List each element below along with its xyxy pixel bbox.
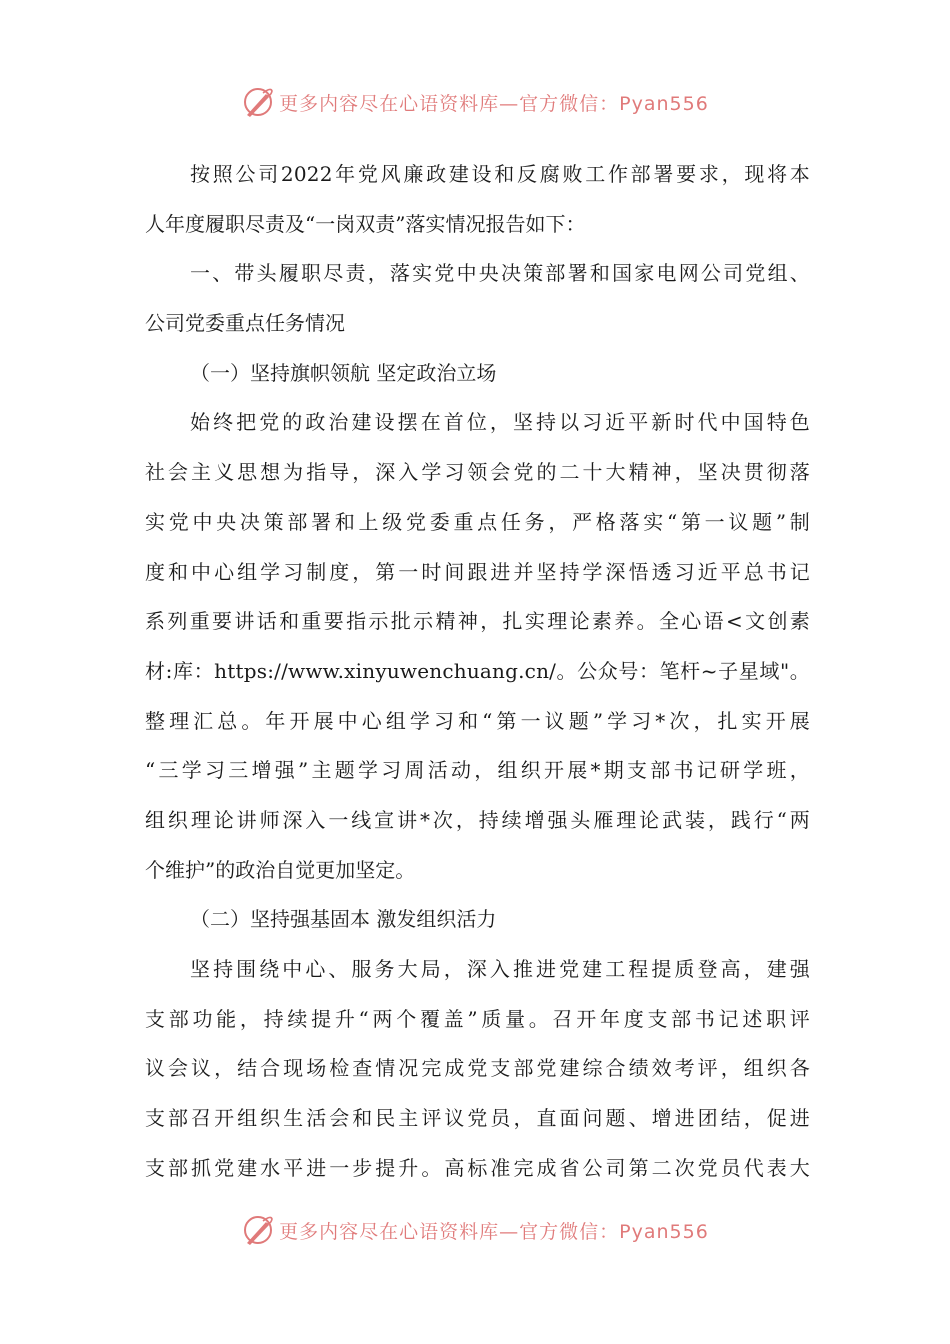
body-line: 社会主义思想为指导，深入学习领会党的二十大精神，坚决贯彻落 (145, 460, 810, 485)
body-line: 材:库：https://www.xinyuwenchuang.cn/。公众号：笔杆~子星域"。 (145, 658, 810, 683)
banner-text: 更多内容尽在心语资料库—官方微信：Pyan556 (279, 92, 709, 115)
subsection-heading: （一）坚持旗帜领航 坚定政治立场 (190, 360, 497, 385)
body-line: 始终把党的政治建设摆在首位，坚持以习近平新时代中国特色 (190, 410, 810, 435)
body-line: 支部抓党建水平进一步提升。高标准完成省公司第二次党员代表大 (145, 1155, 810, 1180)
body-line: 支部功能，持续提升“两个覆盖”质量。召开年度支部书记述职评 (145, 1006, 810, 1031)
section-heading: 公司党委重点任务情况 (145, 311, 345, 336)
body-line: 坚持围绕中心、服务大局，深入推进党建工程提质登高，建强 (190, 957, 810, 981)
body-line: 议会议，结合现场检查情况完成党支部党建综合绩效考评，组织各 (145, 1056, 810, 1081)
banner-text: 更多内容尽在心语资料库—官方微信：Pyan556 (279, 1220, 709, 1243)
header-watermark-banner (0, 82, 950, 122)
subsection-heading: （二）坚持强基固本 激发组织活力 (190, 907, 497, 932)
pen-quill-logo-icon (241, 1213, 275, 1247)
body-line: 组织理论讲师深入一线宣讲*次，持续增强头雁理论武装，践行“两 (145, 807, 810, 832)
body-line: “三学习三增强”主题学习周活动，组织开展*期支部书记研学班， (145, 758, 810, 783)
body-line: 系列重要讲话和重要指示批示精神，扎实理论素养。全心语<文创素 (145, 609, 810, 634)
body-line: 实党中央决策部署和上级党委重点任务，严格落实“第一议题”制 (145, 509, 810, 534)
pen-quill-logo-icon (241, 85, 275, 119)
document-body (145, 150, 810, 1193)
section-heading: 一、带头履职尽责，落实党中央决策部署和国家电网公司党组、 (190, 261, 810, 286)
body-line: 支部召开组织生活会和民主评议党员，直面问题、增进团结，促进 (145, 1106, 810, 1131)
body-line: 人年度履职尽责及“一岗双责”落实情况报告如下： (145, 211, 586, 236)
body-line: 个维护”的政治自觉更加坚定。 (145, 857, 416, 882)
body-line: 度和中心组学习制度，第一时间跟进并坚持学深悟透习近平总书记 (145, 559, 810, 584)
footer-watermark-banner (0, 1210, 950, 1250)
body-line: 按照公司2022年党风廉政建设和反腐败工作部署要求，现将本 (190, 162, 810, 186)
body-line: 整理汇总。年开展中心组学习和“第一议题”学习*次，扎实开展 (145, 708, 810, 733)
